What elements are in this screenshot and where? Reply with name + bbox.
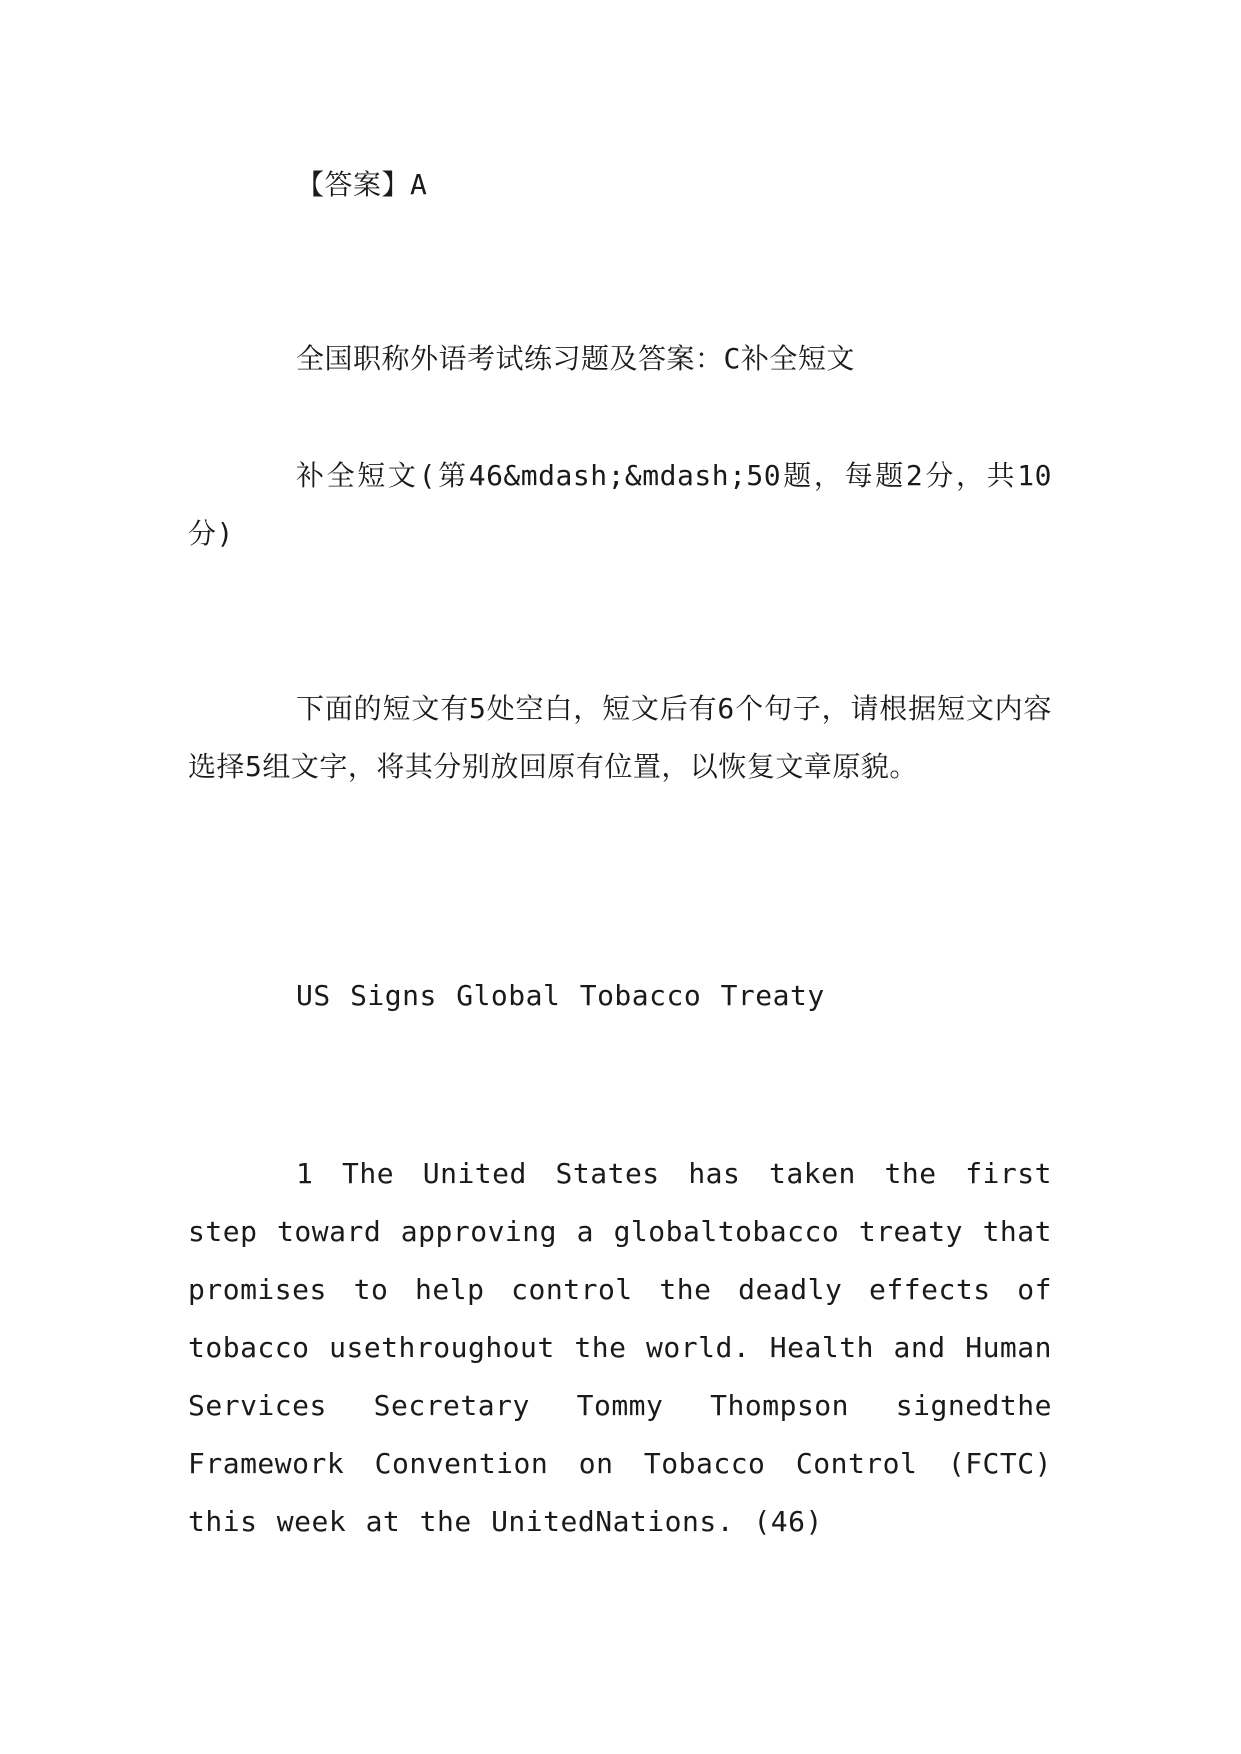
instructions-paragraph: 下面的短文有5处空白，短文后有6个句子，请根据短文内容选择5组文字，将其分别放回原有位置，以恢复文章原貌。 [188,692,1052,783]
article-paragraph-1: 1 The United States has taken the first step toward approving a globaltobacco treaty that promises to help control the deadly effects of tobacco usethroughout the world. Health and Human Services Secretary Tommy Thompson signedthe Framework Convention on Tobacco Control (FCTC) this week at the UnitedNations. (46) [188,1157,1052,1538]
section-header: 补全短文(第46&mdash;&mdash;50题，每题2分，共10分) [188,459,1052,550]
exercise-title: 全国职称外语考试练习题及答案：C补全短文 [296,342,855,375]
answer-line: 【答案】A [296,168,428,201]
article-title: US Signs Global Tobacco Treaty [296,979,825,1012]
